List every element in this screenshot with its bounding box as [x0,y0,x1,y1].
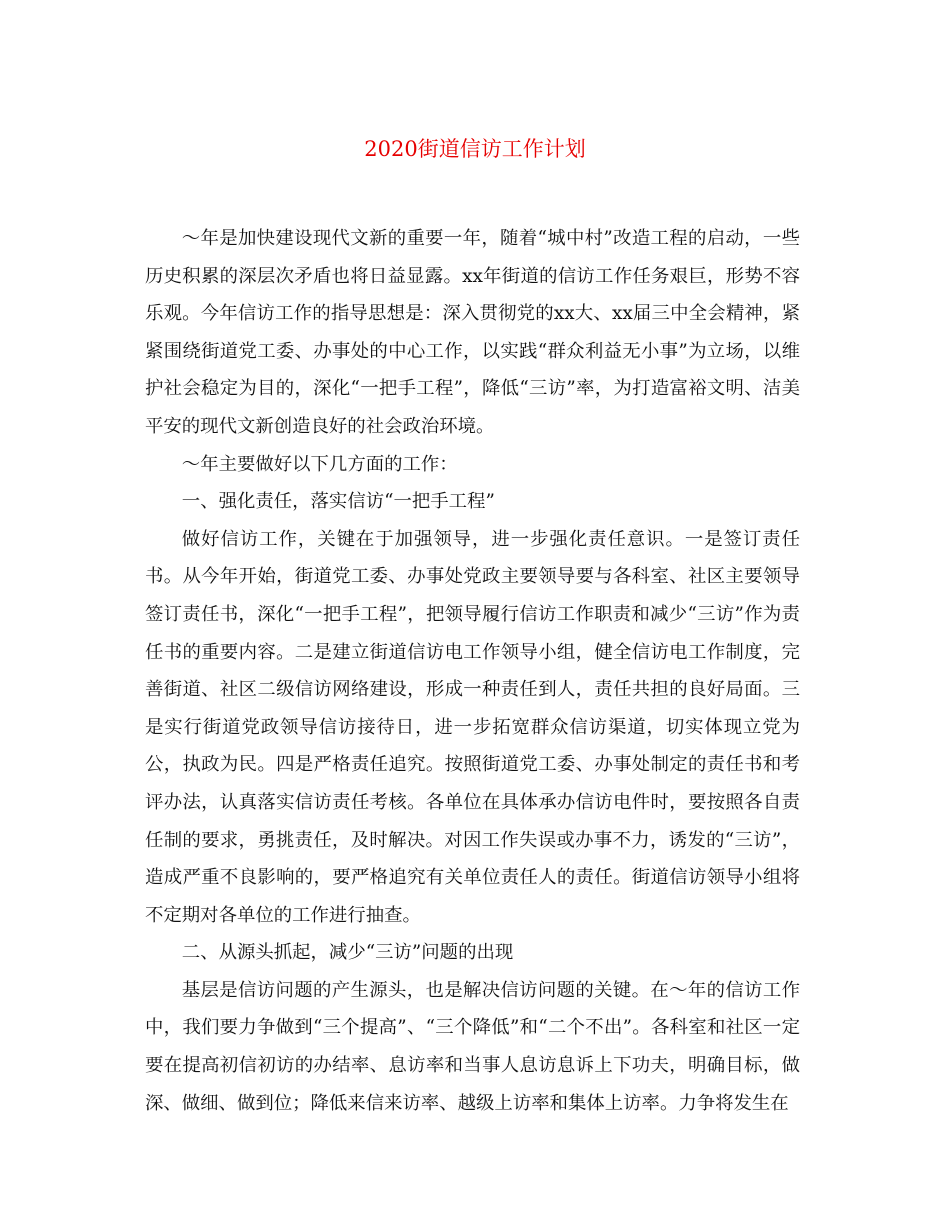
section-heading-1: 一、强化责任，落实信访“一把手工程” [181,491,495,513]
paragraph-intro: ～年是加快建设现代文新的重要一年，随着“城中村”改造工程的启动，一些历史积累的深层次矛盾也将日益显露。xx年街道的信访工作任务艰巨，形势不容乐观。今年信访工作的指导思想是：深入贯彻党的xx大、xx届三中全会精神，紧紧围绕街道党工委、办事处的中心工作，以实践“群众利益无小事”为立场，以维护社会稳定为目的，深化“一把手工程”，降低“三访”率，为打造富裕文明、洁美平安的现代文新创造良好的社会政治环境。 [145,228,800,437]
paragraph-overview: ～年主要做好以下几方面的工作： [181,453,458,475]
document-title: 2020街道信访工作计划 [364,137,586,161]
paragraph-section-1: 做好信访工作，关键在于加强领导，进一步强化责任意识。一是签订责任书。从今年开始，街道党工委、办事处党政主要领导要与各科室、社区主要领导签订责任书，深化“一把手工程”，把领导履行信访工作职责和减少“三访”作为责任书的重要内容。二是建立街道信访电工作领导小组，健全信访电工作制度，完善街道、社区二级信访网络建设，形成一种责任到人，责任共担的良好局面。三是实行街道党政领导信访接待日，进一步拓宽群众信访渠道，切实体现立党为公，执政为民。四是严格责任追究。按照街道党工委、办事处制定的责任书和考评办法，认真落实信访责任考核。各单位在具体承办信访电件时，要按照各自责任制的要求，勇挑责任，及时解决。对因工作失误或办事不力，诱发的“三访”，造成严重不良影响的，要严格追究有关单位责任人的责任。街道信访领导小组将不定期对各单位的工作进行抽查。 [145,528,800,926]
document-body [145,220,800,1122]
paragraph-section-2: 基层是信访问题的产生源头，也是解决信访问题的关键。在～年的信访工作中，我们要力争做到“三个提高”、“三个降低”和“二个不出”。各科室和社区一定要在提高初信初访的办结率、息访率和当事人息访息诉上下功夫，明确目标，做深、做细、做到位；降低来信来访率、越级上访率和集体上访率。力争将发生在 [145,979,800,1114]
section-heading-2: 二、从源头抓起，减少“三访”问题的出现 [181,942,514,964]
